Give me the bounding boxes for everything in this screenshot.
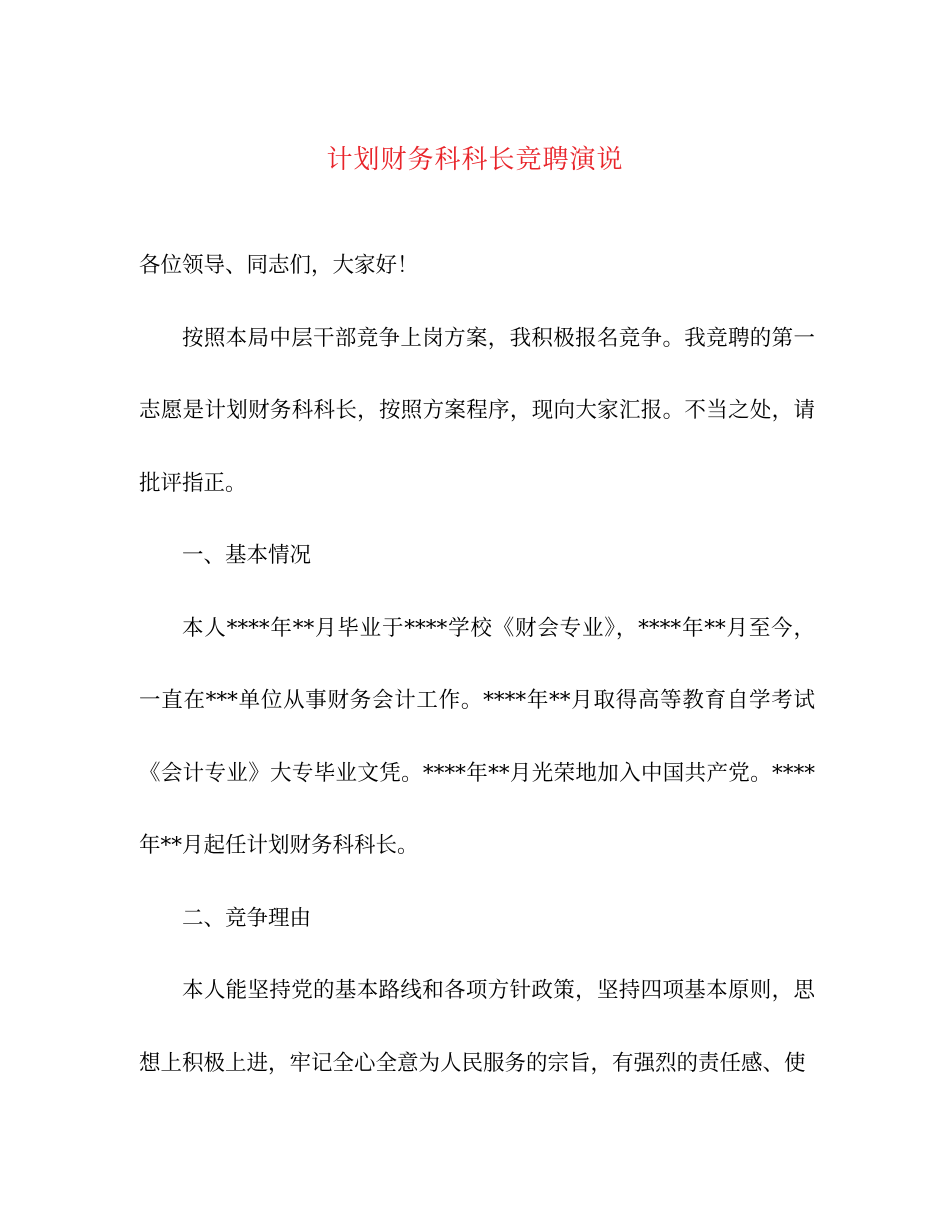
intro-paragraph: 按照本局中层干部竞争上岗方案，我积极报名竞争。我竞聘的第一志愿是计划财务科科长，按照方案程序，现向大家汇报。不当之处，请批评指正。 xyxy=(139,325,815,496)
reasons-paragraph: 本人能坚持党的基本路线和各项方针政策，坚持四项基本原则，思想上积极上进，牢记全心全意为人民服务的宗旨，有强烈的责任感、使 xyxy=(139,978,815,1076)
section-heading-reasons: 二、竞争理由 xyxy=(182,905,312,931)
document-title: 计划财务科科长竞聘演说 xyxy=(326,145,624,175)
greeting-paragraph: 各位领导、同志们，大家好！ xyxy=(139,253,419,278)
section-heading-basic-info: 一、基本情况 xyxy=(182,543,312,568)
document-body xyxy=(139,230,815,1100)
basic-info-paragraph: 本人****年**月毕业于****学校《财会专业》，****年**月至今，一直在***单位从事财务会计工作。****年**月取得高等教育自学考试《会计专业》大专毕业文凭。****年**月光荣地加入中国共产党。****年**月起任计划财务科科长。 xyxy=(139,615,815,858)
